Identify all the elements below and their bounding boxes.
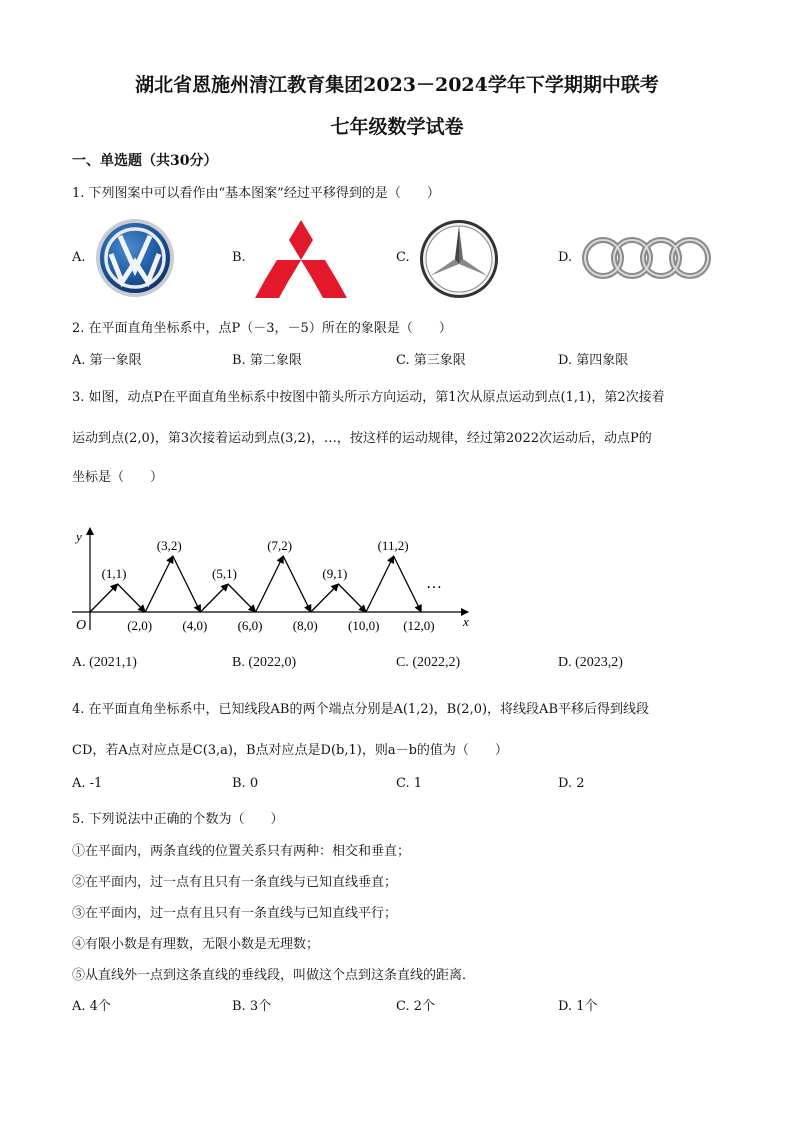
q3-option-a: A. (2021,1) [72,655,137,670]
point-label-top-3: (5,1) [212,566,237,581]
section-heading: 一、单选题（共30分） [72,153,218,169]
audi-rings-logo [580,235,712,285]
q5-statement-3: ③在平面内，过一点有且只有一条直线与已知直线平行； [72,906,398,921]
ellipsis: … [426,575,442,592]
q5-statement-2: ②在平面内，过一点有且只有一条直线与已知直线垂直； [72,875,398,890]
motion-step-9 [311,584,339,612]
point-label-top-1: (1,1) [101,566,127,581]
q5-statement-1: ①在平面内，两条直线的位置关系只有两种：相交和垂直； [72,844,411,859]
question-2-stem: 2. 在平面直角坐标系中，点P（－3，－5）所在的象限是（ ） [72,321,452,336]
exam-subtitle: 七年级数学试卷 [330,116,464,138]
motion-step-4 [173,556,201,612]
q3-coordinate-figure [66,520,486,644]
question-3-line-3: 坐标是（ ） [72,470,164,485]
q2-option-d: D. 第四象限 [558,353,629,368]
y-axis-label: y [76,529,82,544]
question-3-line-2: 运动到点(2,0)，第3次接着运动到点(3,2)，…，按这样的运动规律，经过第2022次运动后，动点P的 [72,431,652,446]
point-label-bottom-6: (12,0) [403,618,435,633]
motion-step-3 [145,556,173,612]
q4-option-d: D. 2 [558,776,585,791]
motion-step-7 [256,556,284,612]
motion-step-6 [228,584,256,612]
motion-step-11 [366,556,394,612]
exam-title: 湖北省恩施州清江教育集团2023－2024学年下学期期中联考 [135,74,659,96]
question-3-line-1: 3. 如图，动点P在平面直角坐标系中按图中箭头所示方向运动，第1次从原点运动到点(1,1)，第2次接着 [72,390,665,405]
q5-statement-5: ⑤从直线外一点到这条直线的垂线段，叫做这个点到这条直线的距离． [72,968,476,983]
q3-option-d: D. (2023,2) [558,655,623,670]
q4-option-b: B. 0 [232,776,259,791]
point-label-bottom-3: (6,0) [237,618,263,633]
motion-step-1 [90,584,118,612]
point-label-top-6: (11,2) [377,538,409,553]
point-label-bottom-2: (4,0) [182,618,208,633]
q4-option-c: C. 1 [396,776,423,791]
q1-option-d-label: D. [558,250,573,265]
q2-option-b: B. 第二象限 [232,353,302,368]
q1-option-a-label: A. [72,250,86,265]
mitsubishi-logo [255,220,347,302]
q5-option-b: B. 3个 [232,999,272,1014]
q4-option-a: A. -1 [72,776,103,791]
question-4-line-2: CD，若A点对应点是C(3,a)，B点对应点是D(b,1)，则a－b的值为（ ） [72,743,508,758]
motion-step-8 [283,556,311,612]
q1-option-b-label: B. [232,250,246,265]
q5-option-c: C. 2个 [396,999,436,1014]
x-axis-label: x [463,614,469,629]
point-label-top-4: (7,2) [267,538,293,553]
mercedes-logo [418,218,500,304]
vw-logo [95,218,175,302]
q5-option-a: A. 4个 [72,999,111,1014]
point-label-bottom-4: (8,0) [292,618,318,633]
q5-option-d: D. 1个 [558,999,598,1014]
q3-option-c: C. (2022,2) [396,655,461,670]
q1-option-c-label: C. [396,250,410,265]
point-label-bottom-5: (10,0) [348,618,380,633]
motion-step-5 [200,584,228,612]
q2-option-a: A. 第一象限 [72,353,142,368]
point-label-top-2: (3,2) [156,538,182,553]
question-4-line-1: 4. 在平面直角坐标系中，已知线段AB的两个端点分别是A(1,2)，B(2,0)，将线段AB平移后得到线段 [72,702,649,717]
question-5-stem: 5. 下列说法中正确的个数为（ ） [72,812,284,827]
q5-statement-4: ④有限小数是有理数，无限小数是无理数； [72,937,320,952]
q3-option-b: B. (2022,0) [232,655,297,670]
origin-label: O [76,618,87,633]
motion-step-12 [394,556,422,612]
motion-step-10 [338,584,366,612]
q2-option-c: C. 第三象限 [396,353,466,368]
motion-step-2 [118,584,146,612]
point-label-top-5: (9,1) [322,566,348,581]
question-1-stem: 1. 下列图案中可以看作由“基本图案”经过平移得到的是（ ） [72,186,440,201]
point-label-bottom-1: (2,0) [127,618,153,633]
